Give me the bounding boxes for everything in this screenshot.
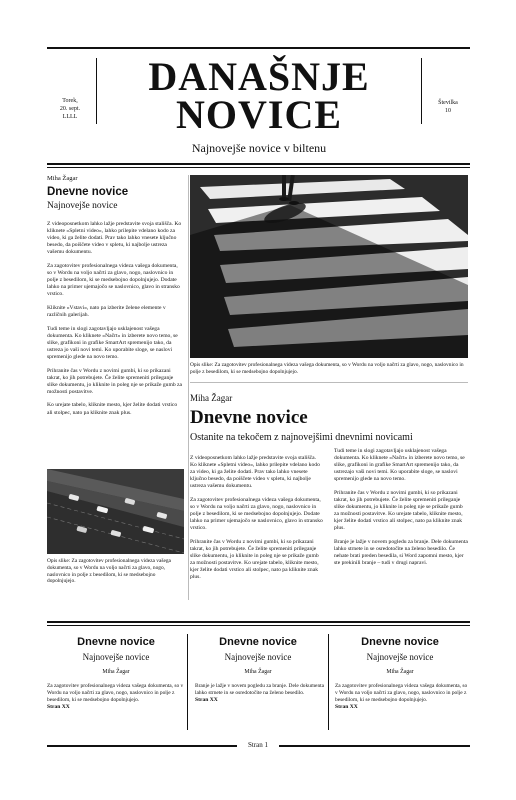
highway-illustration xyxy=(47,469,184,554)
crosswalk-photo-caption: Opis slike: Za zagotovitev profesionalnega videza vašega dokumenta, so v Wordu na voljo načrti za glavo, nogo, naslovnico in polje z besedilom, ki se medsebojno dopolnjujejo. xyxy=(190,362,464,375)
bottom-jump-link: Stran XX xyxy=(47,703,70,710)
page-number: Stran 1 xyxy=(247,741,269,749)
crosswalk-photo xyxy=(190,175,468,358)
main-paragraph: Tudi teme in slogi zagotavljajo usklajenost vašega dokumenta. Ko kliknete »Načrt« in izberete novo temo, se slike, grafikoni in grafike SmartArt spremenijo tako, da ustrezajo vaši novi temi. Ko uporabite sloge, se naslovi spremenijo glede na novo temo. xyxy=(334,448,465,483)
main-paragraph: Branje je lažje v novem pogledu za branje. Dele dokumenta lahko strnete in se osredotočite na želeno besedilo. Če nehate brati preden besedila, si Word zapomni mesto, kjer ste prekinili branje – tudi v drugi napravi. xyxy=(334,539,468,567)
bottom-text xyxy=(331,683,469,711)
footer-rule-left xyxy=(47,745,237,747)
left-paragraph: Za zagotovitev profesionalnega videza vašega dokumenta, so v Wordu na voljo načrti za glavo, nogo, naslovnico in polje z besedilom, ki se medsebojno dopolnjujejo. Dodate lahko na primer ujemajočo se naslovnico, glavo in stransko vrstico. xyxy=(47,262,180,298)
issue-label: Številka xyxy=(438,100,458,106)
bottom-subhead: Najnovejše novice xyxy=(366,652,434,662)
left-paragraph: Z videoposnetkom lahko lažje predstavite svoja stališča. Ko kliknete »Spletni video«, lahko prilepite vdelano kodo za video, ki ga želite dodati. Prav tako lahko vnesete ključno besedo, da poiščete video v spletu, ki najbolje ustreza vašemu dokumentu. xyxy=(47,221,182,256)
title-line-1: DANAŠNJE xyxy=(148,54,370,99)
left-headline: Dnevne novice xyxy=(47,186,129,198)
bottom-article-1 xyxy=(47,636,185,711)
bottom-text-body: Za zagotovitev profesionalnega videza vašega dokumenta, so v Wordu na voljo načrti za glavo, nogo, naslovnico in polje z besedilom, ki se medsebojno dopolnjujejo. xyxy=(335,683,468,703)
main-author: Miha Žagar xyxy=(190,393,233,403)
bottom-divider-1 xyxy=(187,634,188,730)
issue-box xyxy=(430,99,466,115)
left-paragraph: Ko urejate tabelo, kliknite mesto, kjer želite dodati vrstico ali stolpec, nato pa kliknite znak plus. xyxy=(47,402,178,416)
left-author: Miha Žagar xyxy=(47,175,78,182)
bottom-band-rule-thick xyxy=(47,621,470,623)
highway-photo xyxy=(47,469,184,554)
main-paragraph: Prihranite čas v Wordu z novimi gumbi, ki so prikazani takrat, ko jih potrebujete. Če želite spremeniti prileganje slike dokumentu, jo kliknite in poleg nje se prikaže gumb za možnosti postavitve. Ko urejate tabelo, kliknite mesto, kjer želite dodati vrstico ali stolpec, nato pa kliknite znak plus. xyxy=(190,538,319,581)
masthead-left-divider xyxy=(96,58,97,124)
bottom-subhead: Najnovejše novice xyxy=(224,652,292,662)
title-line-2: NOVICE xyxy=(175,92,343,137)
bottom-jump-link: Stran XX xyxy=(195,696,218,703)
page-title xyxy=(98,54,420,137)
bottom-band-rule-thin xyxy=(47,625,470,626)
main-paragraph: Z videoposnetkom lahko lažje predstavite svoja stališča. Ko kliknete »Spletni video«, lahko prilepite vdelano kodo za video, ki ga želite dodati. Prav tako lahko vnesete ključno besedo, da poiščete video v spletu, ki najbolje ustreza vašemu dokumentu. xyxy=(190,455,320,490)
left-paragraph: Prihranite čas v Wordu z novimi gumbi, ki so prikazani takrat, ko jih potrebujete. Če želite spremeniti prileganje slike dokumentu, jo kliknite in poleg nje se prikaže gumb za možnosti postavitve. xyxy=(47,367,182,395)
bottom-text-body: Branje je lažje v novem pogledu za branje. Dele dokumenta lahko strnete in se osredotočite na želeno besedilo. xyxy=(195,683,325,696)
left-paragraph: Tudi teme in slogi zagotavljajo usklajenost vašega dokumenta. Ko kliknete »Načrt« in izberete novo temo, se slike, grafikoni in grafike SmartArt spremenijo tako, da ustreza jo vaši novi temi. Ko uporabite sloge, se naslovi spremenijo glede na novo temo. xyxy=(47,325,178,360)
masthead-right-divider xyxy=(421,58,422,124)
bottom-author: Miha Žagar xyxy=(244,669,272,675)
tagline: Najnovejše novice v biltenu xyxy=(191,141,327,155)
date-year: LLLL xyxy=(62,114,78,120)
bottom-text xyxy=(189,683,327,704)
bottom-headline: Dnevne novice xyxy=(361,636,439,648)
masthead-top-rule xyxy=(47,47,470,49)
masthead-bottom-rule-thin xyxy=(47,167,470,168)
date-weekday: Torek, xyxy=(62,98,78,104)
bottom-author: Miha Žagar xyxy=(102,669,130,675)
main-paragraph: Za zagotovitev profesionalnega videza vašega dokumenta, so v Wordu na voljo načrti za glavo, nogo, naslovnico in polje z besedilom, ki se medsebojno dopolnjujejo. Dodate lahko na primer ujemajočo se naslovnico, glavo in stransko vrstico. xyxy=(190,496,323,532)
crosswalk-illustration xyxy=(190,175,468,358)
main-article-col-1 xyxy=(190,455,324,588)
bottom-headline: Dnevne novice xyxy=(77,636,155,648)
masthead-bottom-rule-thick xyxy=(47,163,470,165)
bottom-jump-link: Stran XX xyxy=(335,703,358,710)
column-divider xyxy=(188,175,189,600)
main-headline: Dnevne novice xyxy=(190,407,308,428)
left-paragraph: Kliknite »Vstavi«, nato pa izberite želene elemente v različnih galerijah. xyxy=(47,304,166,319)
left-subhead: Najnovejše novice xyxy=(47,201,118,211)
bottom-article-2 xyxy=(189,636,327,704)
bottom-author: Miha Žagar xyxy=(386,669,414,675)
bottom-subhead: Najnovejše novice xyxy=(82,652,150,662)
highway-photo-caption: Opis slike: Za zagotovitev profesionalnega videza vašega dokumenta, so v Wordu na voljo načrti za glavo, nogo, naslovnico in polje z besedilom, ki se medsebojno dopolnjujejo. xyxy=(47,558,171,585)
bottom-article-3 xyxy=(331,636,469,711)
main-article-top-rule xyxy=(190,382,468,383)
masthead-date xyxy=(52,97,88,121)
bottom-headline: Dnevne novice xyxy=(219,636,297,648)
left-article-body xyxy=(47,221,184,423)
main-paragraph: Prihranite čas v Wordu z novimi gumbi, ki so prikazani takrat, ko jih potrebujete. Če želite spremeniti prileganje slike dokumentu, jo kliknite in poleg nje se prikaže gumb za možnosti postavitve. Ko urejate tabelo, kliknite mesto, kjer želite dodati vrstico ali stolpec, nato pa kliknite znak plus. xyxy=(334,489,463,532)
main-subhead: Ostanite na tekočem z najnovejšimi dnevnimi novicami xyxy=(190,432,413,443)
date-day: 20. sept. xyxy=(59,106,81,112)
bottom-text-body: Za zagotovitev profesionalnega videza vašega dokumenta, so v Wordu na voljo načrti za glavo, nogo, naslovnico in polje z besedilom, ki se medsebojno dopolnjujejo. xyxy=(47,683,184,703)
bottom-divider-2 xyxy=(328,634,329,730)
footer-rule-right xyxy=(279,745,470,747)
main-article-col-2 xyxy=(334,448,468,574)
bottom-text xyxy=(47,683,185,711)
issue-number: 10 xyxy=(445,108,451,114)
